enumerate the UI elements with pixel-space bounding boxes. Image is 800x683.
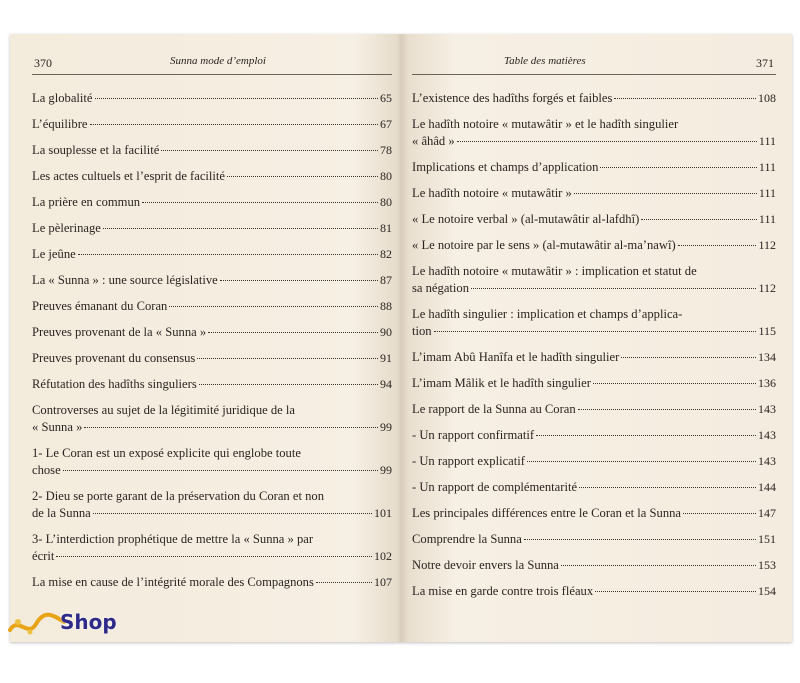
toc-entry-title: L’existence des hadîths forgés et faibles	[412, 91, 613, 105]
toc-entry-title: Implications et champs d’application	[412, 160, 599, 174]
toc-entry	[32, 531, 392, 565]
toc-entry	[32, 194, 392, 211]
toc-entry-first-line: 1- Le Coran est un exposé explicite qui englobe toute	[32, 446, 301, 460]
toc-entry-page: 91	[380, 351, 392, 365]
toc-entry-page: 111	[758, 212, 776, 226]
shop-logo	[8, 608, 158, 648]
right-running-head	[412, 52, 776, 75]
toc-entry-page: 90	[380, 325, 392, 339]
toc-entry-line	[32, 298, 392, 315]
toc-entry-page: 80	[380, 195, 392, 209]
toc-entry-title: La prière en commun	[32, 195, 141, 209]
toc-entry-title: « Le notoire par le sens » (al-mutawâtir al-ma’nawî)	[412, 238, 676, 252]
toc-entry-title: La globalité	[32, 91, 93, 105]
dot-leader	[169, 306, 378, 307]
dot-leader	[641, 219, 757, 220]
toc-entry-first-line: Controverses au sujet de la légitimité juridique de la	[32, 403, 295, 417]
toc-entry	[412, 557, 776, 574]
toc-entry	[32, 402, 392, 436]
toc-entry-line	[32, 350, 392, 367]
toc-entry-title: - Un rapport explicatif	[412, 454, 525, 468]
dot-leader	[95, 98, 379, 99]
toc-entry	[412, 427, 776, 444]
toc-entry-page: 112	[758, 238, 776, 252]
toc-entry-page: 107	[374, 575, 392, 589]
dot-leader	[103, 228, 378, 229]
toc-entry	[32, 168, 392, 185]
toc-entry	[32, 90, 392, 107]
toc-entry-page: 94	[380, 377, 392, 391]
toc-entry-line	[32, 142, 392, 159]
toc-entry-line	[412, 133, 776, 150]
dot-leader	[457, 141, 757, 142]
toc-entry-title: Le pèlerinage	[32, 221, 101, 235]
toc-entry-page: 154	[758, 584, 776, 598]
toc-entry-title: Comprendre la Sunna	[412, 532, 522, 546]
toc-entry-line	[412, 479, 776, 496]
left-page	[32, 34, 392, 642]
toc-entry-title: La souplesse et la facilité	[32, 143, 160, 157]
toc-entry-title: Le jeûne	[32, 247, 76, 261]
dot-leader	[142, 202, 378, 203]
toc-entry-page: 136	[758, 376, 776, 390]
toc-entry	[412, 401, 776, 418]
dot-leader	[527, 461, 756, 462]
toc-entry-line	[32, 116, 392, 133]
right-page-number: 371	[756, 56, 774, 70]
toc-entry-page: 88	[380, 299, 392, 313]
toc-entry-line	[32, 462, 392, 479]
toc-entry-line	[412, 90, 776, 107]
toc-entry-line	[412, 505, 776, 522]
toc-entry	[412, 263, 776, 297]
toc-entry-line	[412, 401, 776, 418]
toc-entry	[32, 220, 392, 237]
dot-leader	[600, 167, 756, 168]
left-page-number: 370	[34, 56, 52, 70]
dot-leader	[593, 383, 756, 384]
toc-entry-title: Notre devoir envers la Sunna	[412, 558, 559, 572]
dot-leader	[574, 193, 757, 194]
left-running-title: Sunna mode d’emploi	[170, 55, 266, 67]
toc-entry	[32, 272, 392, 289]
dot-leader	[579, 487, 756, 488]
toc-entry-title: L’équilibre	[32, 117, 88, 131]
toc-entry-page: 111	[758, 134, 776, 148]
toc-entry-title: « âhâd »	[412, 134, 455, 148]
toc-entry-title: tion	[412, 324, 432, 338]
dot-leader	[78, 254, 378, 255]
dot-leader	[536, 435, 756, 436]
dot-leader	[561, 565, 756, 566]
dot-leader	[524, 539, 756, 540]
toc-entry-page: 78	[380, 143, 392, 157]
toc-entry	[412, 185, 776, 202]
toc-entry	[412, 479, 776, 496]
toc-entry-line	[32, 505, 392, 522]
toc-entry	[412, 211, 776, 228]
toc-entry-page: 108	[758, 91, 776, 105]
toc-entry	[412, 375, 776, 392]
toc-entry-page: 81	[380, 221, 392, 235]
toc-entry-page: 82	[380, 247, 392, 261]
right-running-title: Table des matières	[504, 55, 586, 67]
toc-entry-page: 143	[758, 402, 776, 416]
toc-entry-first-line: Le hadîth singulier : implication et champs d’applica-	[412, 307, 683, 321]
toc-entry-line	[32, 324, 392, 341]
toc-entry	[32, 324, 392, 341]
toc-entry-line	[412, 531, 776, 548]
toc-entry-title: La mise en garde contre trois fléaux	[412, 584, 594, 598]
dot-leader	[197, 358, 378, 359]
toc-entry-line	[412, 211, 776, 228]
toc-entry	[32, 350, 392, 367]
toc-entry-line	[32, 90, 392, 107]
toc-entry	[412, 505, 776, 522]
toc-entry-line	[32, 272, 392, 289]
toc-entry	[412, 453, 776, 470]
toc-entry-page: 101	[374, 506, 392, 520]
toc-entry	[412, 531, 776, 548]
toc-entry-page: 87	[380, 273, 392, 287]
toc-entry	[412, 306, 776, 340]
dot-leader	[199, 384, 378, 385]
toc-entry	[32, 376, 392, 393]
dot-leader	[208, 332, 378, 333]
dot-leader	[678, 245, 757, 246]
toc-entry-title: chose	[32, 463, 61, 477]
open-book	[10, 34, 792, 642]
toc-entry	[412, 237, 776, 254]
toc-entry-title: L’imam Mâlik et le hadîth singulier	[412, 376, 591, 390]
toc-entry-first-line: 3- L’interdiction prophétique de mettre la « Sunna » par	[32, 532, 314, 546]
toc-entry-page: 115	[758, 324, 776, 338]
toc-entry-title: Preuves émanant du Coran	[32, 299, 168, 313]
dot-leader	[595, 591, 756, 592]
toc-entry-title: « Sunna »	[32, 420, 83, 434]
toc-entry-title: « Le notoire verbal » (al-mutawâtir al-lafdhî)	[412, 212, 640, 226]
dot-leader	[316, 582, 372, 583]
toc-entry-title: Réfutation des hadîths singuliers	[32, 377, 197, 391]
toc-entry-line	[412, 159, 776, 176]
toc-entry-page: 80	[380, 169, 392, 183]
toc-entry	[412, 116, 776, 150]
toc-entry	[412, 159, 776, 176]
toc-entry-line	[32, 419, 392, 436]
toc-entry-line	[412, 349, 776, 366]
toc-entry-page: 102	[374, 549, 392, 563]
toc-entry-line	[32, 574, 392, 591]
toc-entry-line	[32, 548, 392, 565]
toc-entry-page: 143	[758, 428, 776, 442]
dot-leader	[84, 427, 378, 428]
toc-entry-first-line: Le hadîth notoire « mutawâtir » et le hadîth singulier	[412, 117, 679, 131]
toc-entry-line	[32, 168, 392, 185]
toc-entry-title: Preuves provenant du consensus	[32, 351, 196, 365]
toc-entry-page: 147	[758, 506, 776, 520]
toc-entry-page: 111	[758, 186, 776, 200]
toc-entry-line	[412, 375, 776, 392]
toc-entry-first-line: 2- Dieu se porte garant de la préservation du Coran et non	[32, 489, 325, 503]
dot-leader	[683, 513, 756, 514]
toc-entry-line	[32, 194, 392, 211]
toc-entry-title: Les principales différences entre le Coran et la Sunna	[412, 506, 682, 520]
toc-entry-page: 65	[380, 91, 392, 105]
right-page	[412, 34, 776, 642]
dot-leader	[471, 288, 756, 289]
toc-entry-title: de la Sunna	[32, 506, 91, 520]
toc-entry	[412, 349, 776, 366]
toc-entry-line	[32, 246, 392, 263]
toc-entry-page: 111	[758, 160, 776, 174]
toc-entry-line	[412, 583, 776, 600]
toc-entry-title: écrit	[32, 549, 55, 563]
toc-entry	[32, 488, 392, 522]
dot-leader	[90, 124, 379, 125]
toc-entry-page: 134	[758, 350, 776, 364]
toc-entry-title: - Un rapport confirmatif	[412, 428, 535, 442]
toc-entry-title: Le hadîth notoire « mutawâtir »	[412, 186, 572, 200]
toc-entry-page: 99	[380, 463, 392, 477]
toc-entry	[412, 90, 776, 107]
toc-entry-line	[412, 427, 776, 444]
toc-entry-title: La mise en cause de l’intégrité morale des Compagnons	[32, 575, 314, 589]
toc-entry-page: 99	[380, 420, 392, 434]
toc-entry	[32, 116, 392, 133]
toc-entry-title: Les actes cultuels et l’esprit de facilité	[32, 169, 226, 183]
toc-entry-title: L’imam Abû Hanîfa et le hadîth singulier	[412, 350, 620, 364]
toc-entry-line	[32, 220, 392, 237]
toc-entry	[32, 246, 392, 263]
dot-leader	[614, 98, 756, 99]
toc-entry-page: 112	[758, 281, 776, 295]
toc-entry	[32, 142, 392, 159]
left-running-head	[32, 52, 392, 75]
toc-entry-page: 67	[380, 117, 392, 131]
toc-entry-title: - Un rapport de complémentarité	[412, 480, 578, 494]
toc-entry	[412, 583, 776, 600]
toc-entry-line	[412, 557, 776, 574]
toc-entry-line	[32, 376, 392, 393]
toc-entry-first-line: Le hadîth notoire « mutawâtir » : implication et statut de	[412, 264, 697, 278]
toc-entry-page: 153	[758, 558, 776, 572]
dot-leader	[227, 176, 378, 177]
toc-entry-line	[412, 280, 776, 297]
toc-entry-line	[412, 453, 776, 470]
toc-entry-line	[412, 237, 776, 254]
left-toc-list	[32, 90, 392, 600]
dot-leader	[56, 556, 372, 557]
dot-leader	[63, 470, 378, 471]
toc-entry-title: Preuves provenant de la « Sunna »	[32, 325, 207, 339]
toc-entry-page: 143	[758, 454, 776, 468]
toc-entry-line	[412, 323, 776, 340]
dot-leader	[434, 331, 757, 332]
right-toc-list	[412, 90, 776, 609]
toc-entry-page: 151	[758, 532, 776, 546]
toc-entry-title: La « Sunna » : une source législative	[32, 273, 218, 287]
dot-leader	[621, 357, 756, 358]
toc-entry-page: 144	[758, 480, 776, 494]
dot-leader	[93, 513, 372, 514]
swoosh-icon	[8, 608, 68, 642]
shop-logo-text: Shop	[60, 610, 117, 634]
dot-leader	[578, 409, 756, 410]
dot-leader	[220, 280, 378, 281]
toc-entry	[32, 445, 392, 479]
toc-entry	[32, 574, 392, 591]
toc-entry-line	[412, 185, 776, 202]
toc-entry-title: sa négation	[412, 281, 470, 295]
toc-entry-title: Le rapport de la Sunna au Coran	[412, 402, 576, 416]
toc-entry	[32, 298, 392, 315]
dot-leader	[161, 150, 378, 151]
